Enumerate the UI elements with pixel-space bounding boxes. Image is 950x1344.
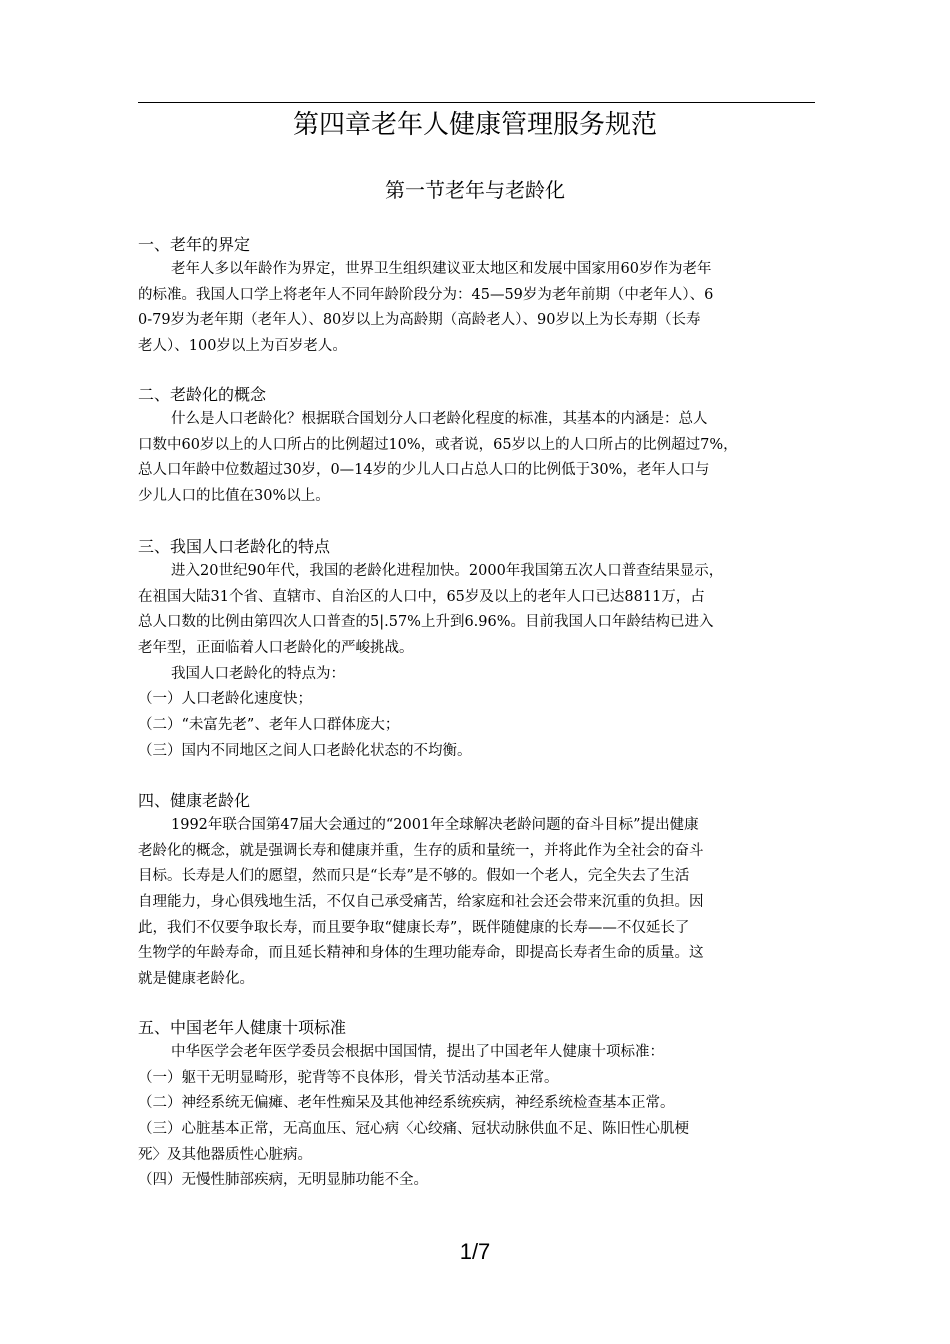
paragraph-line: 此，我们不仅要争取长寿，而且要争取“健康长寿”，既伴随健康的长寿——不仅延长了 — [138, 919, 690, 936]
paragraph-line: 什么是人口老龄化？根据联合国划分人口老龄化程度的标准，其基本的内涵是：总人 — [171, 411, 708, 427]
paragraph-line: 老龄化的概念，就是强调长寿和健康并重，生存的质和量统一，并将此作为全社会的奋斗 — [138, 842, 704, 859]
list-item: 死〉及其他器质性心脏病。 — [138, 1146, 312, 1163]
header-rule — [138, 102, 815, 103]
paragraph-line: 口数中60岁以上的人口所占的比例超过10%，或者说，65岁以上的人口所占的比例超过7%， — [138, 436, 738, 453]
paragraph-line: 就是健康老龄化。 — [138, 971, 254, 988]
list-item: （三）国内不同地区之间人口老龄化状态的不均衡。 — [138, 742, 472, 759]
section-heading: 一、老年的界定 — [138, 235, 251, 254]
section-definition-of-old-age — [138, 233, 818, 360]
paragraph-line: 中华医学会老年医学委员会根据中国国情，提出了中国老年人健康十项标准： — [171, 1044, 664, 1060]
paragraph-line: 老年人多以年龄作为界定，世界卫生组织建议亚太地区和发展中国家用60岁作为老年 — [171, 261, 712, 277]
paragraph-line: 总人口数的比例由第四次人口普查的5|.57%上升到6.96%。目前我国人口年龄结构已进入 — [138, 614, 714, 631]
page-number: 1/7 — [459, 1239, 491, 1264]
paragraph-line: 进入20世纪90年代，我国的老龄化进程加快。2000年我国第五次人口普查结果显示， — [171, 563, 724, 579]
section-aging-characteristics — [138, 535, 818, 765]
list-item: （三）心脏基本正常，无高血压、冠心病〈心绞痛、冠状动脉供血不足、陈旧性心肌梗 — [138, 1121, 689, 1138]
paragraph-line: 0-79岁为老年期（老年人）、80岁以上为高龄期（高龄老人）、90岁以上为长寿期（长寿 — [138, 312, 701, 329]
paragraph-line: 生物学的年龄寿命，而且延长精神和身体的生理功能寿命，即提高长寿者生命的质量。这 — [138, 945, 704, 962]
section-heading: 四、健康老龄化 — [138, 791, 251, 810]
section-health-standards — [138, 1016, 818, 1194]
paragraph-line: 目标。长寿是人们的愿望，然而只是“长寿”是不够的。假如一个老人，完全失去了生活 — [138, 868, 690, 885]
list-item: （四）无慢性肺部疾病，无明显肺功能不全。 — [138, 1172, 428, 1189]
paragraph-line: 少儿人口的比值在30%以上。 — [138, 488, 330, 505]
paragraph-line: 在祖国大陆31个省、直辖市、自治区的人口中，65岁及以上的老年人口已达8811万，占 — [138, 588, 705, 605]
section-aging-concept — [138, 383, 818, 510]
section-heading: 五、中国老年人健康十项标准 — [138, 1018, 347, 1037]
paragraph-line: 的标准。我国人口学上将老年人不同年龄阶段分为：45—59岁为老年前期（中老年人）、6 — [138, 286, 714, 303]
paragraph-line: 1992年联合国第47届大会通过的“2001年全球解决老龄问题的奋斗目标”提出健康 — [171, 817, 699, 833]
section-title: 第一节老年与老龄化 — [385, 178, 565, 202]
list-item: （二）神经系统无偏瘫、老年性痴呆及其他神经系统疾病，神经系统检查基本正常。 — [138, 1095, 675, 1112]
paragraph-line: 我国人口老龄化的特点为： — [171, 665, 345, 682]
section-healthy-aging — [138, 789, 818, 993]
paragraph-line: 老年型，正面临着人口老龄化的严峻挑战。 — [138, 640, 414, 657]
paragraph-line: 总人口年龄中位数超过30岁，0—14岁的少儿人口占总人口的比例低于30%，老年人口与 — [138, 462, 710, 479]
chapter-title: 第四章老年人健康管理服务规范 — [292, 110, 657, 140]
paragraph-line: 老人）、100岁以上为百岁老人。 — [138, 338, 347, 355]
section-heading: 二、老龄化的概念 — [138, 385, 267, 404]
list-item: （一）躯干无明显畸形，驼背等不良体形，骨关节活动基本正常。 — [138, 1069, 559, 1086]
paragraph-line: 自理能力，身心俱残地生活，不仅自己承受痛苦，给家庭和社会还会带来沉重的负担。因 — [138, 894, 704, 911]
section-heading: 三、我国人口老龄化的特点 — [138, 537, 331, 556]
list-item: （二）“未富先老”、老年人口群体庞大； — [138, 717, 400, 734]
list-item: （一）人口老龄化速度快； — [138, 691, 312, 708]
